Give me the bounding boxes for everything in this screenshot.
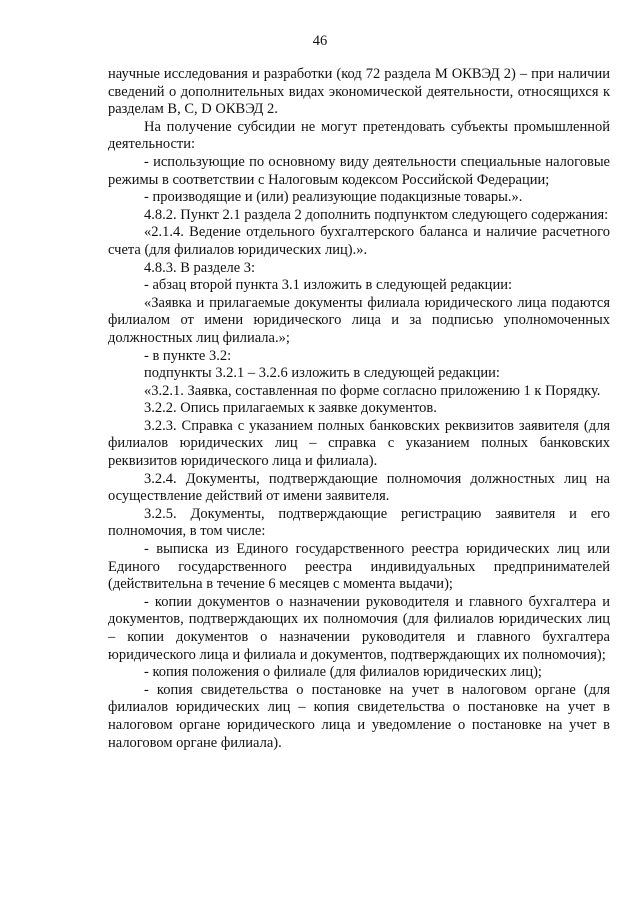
paragraph-not-eligible: На получение субсидии не могут претендовать субъекты промышленной деятельности:	[108, 118, 610, 153]
paragraph-2-1-4: «2.1.4. Ведение отдельного бухгалтерского баланса и наличие расчетного счета (для филиалов юридических лиц).».	[108, 224, 610, 258]
paragraph-branch-regulation: - копия положения о филиале (для филиалов юридических лиц);	[144, 664, 542, 681]
paragraph-3-2-5: 3.2.5. Документы, подтверждающие регистрацию заявителя и его полномочия, в том числе:	[108, 505, 610, 540]
page-number: 46	[312, 33, 328, 49]
paragraph-special-tax-regimes: - использующие по основному виду деятельности специальные налоговые режимы в соответствии с Налоговым кодексом Российской Федерации;	[108, 153, 610, 188]
document-body	[108, 66, 610, 752]
paragraph-3-2-1: «3.2.1. Заявка, составленная по форме согласно приложению 1 к Порядку.	[144, 382, 601, 399]
paragraph-registry-extract: - выписка из Единого государственного реестра юридических лиц или Единого государственного реестра индивидуальных предпринимателей (действительна в течение 6 месяцев с момента выдачи);	[108, 541, 610, 593]
paragraph-excise-goods: - производящие и (или) реализующие подакцизные товары.».	[144, 189, 523, 206]
paragraph-3-2-4: 3.2.4. Документы, подтверждающие полномочия должностных лиц на осуществление действий от имени заявителя.	[108, 470, 610, 505]
paragraph-subpoints-3-2-1-3-2-6: подпункты 3.2.1 – 3.2.6 изложить в следующей редакции:	[144, 365, 500, 382]
paragraph-point-3-1: - абзац второй пункта 3.1 изложить в следующей редакции:	[144, 277, 512, 294]
paragraph-tax-registration: - копия свидетельства о постановке на учет в налоговом органе (для филиалов юридических лиц – копия свидетельства о постановке на учет в налоговом органе юридического лица и уведомление о постановке на учет в налоговом органе филиала).	[108, 681, 610, 751]
paragraph-application-quote: «Заявка и прилагаемые документы филиала юридического лица подаются филиалом от имени юридического лица и за подписью уполномоченных должностных лиц филиала.»;	[108, 294, 610, 346]
paragraph-4-8-3: 4.8.3. В разделе 3:	[144, 259, 256, 276]
paragraph-3-2-2: 3.2.2. Опись прилагаемых к заявке документов.	[144, 400, 437, 417]
paragraph-research-codes: научные исследования и разработки (код 72 раздела М ОКВЭД 2) – при наличии сведений о дополнительных видах экономической деятельности, относящихся к разделам В, С, D ОКВЭД 2.	[108, 66, 610, 118]
paragraph-appointment-copies: - копии документов о назначении руководителя и главного бухгалтера и документов, подтверждающих их полномочия (для филиалов юридических лиц – копии документов о назначении руководителя и главного бухгалтера юридического лица и филиала и документов, подтверждающих их полномочия);	[108, 593, 610, 663]
paragraph-4-8-2: 4.8.2. Пункт 2.1 раздела 2 дополнить подпунктом следующего содержания:	[144, 206, 609, 223]
paragraph-point-3-2: - в пункте 3.2:	[144, 347, 232, 364]
paragraph-3-2-3: 3.2.3. Справка с указанием полных банковских реквизитов заявителя (для филиалов юридических лиц – справка с указанием полных банковских реквизитов юридического лица и филиала).	[108, 417, 610, 470]
